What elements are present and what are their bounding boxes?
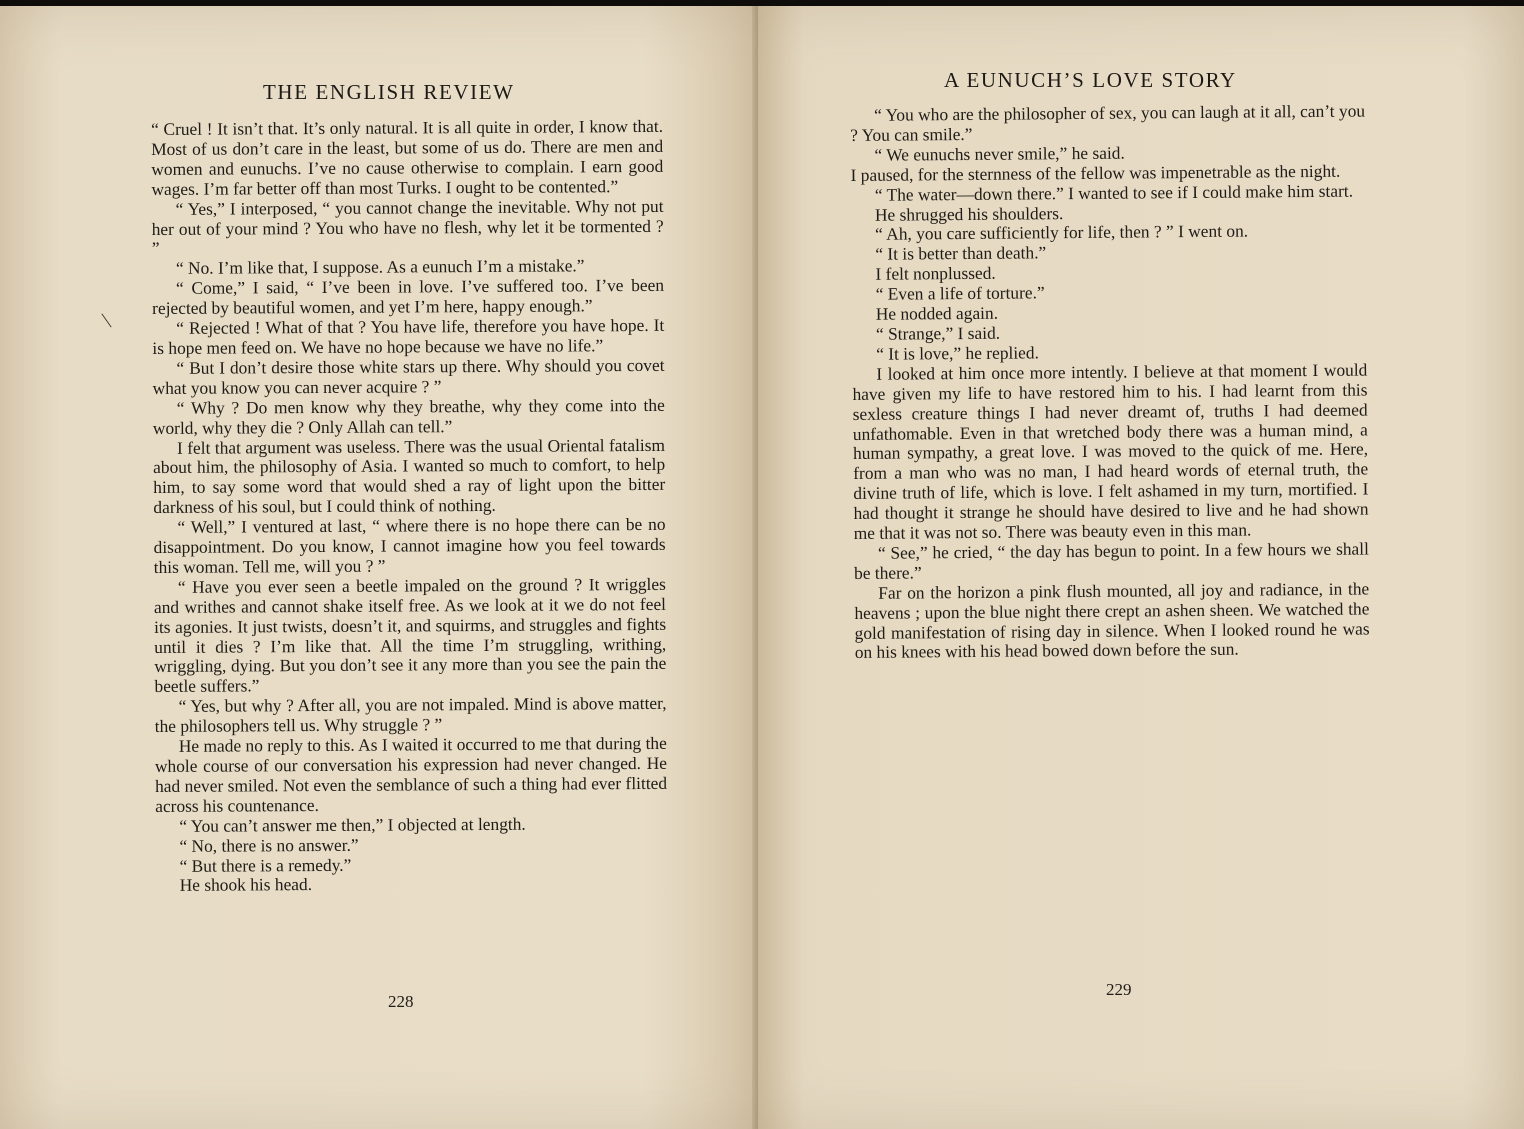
paragraph: “ But I don’t desire those white stars up there. Why should you covet what you know you can never acquire ? ” bbox=[152, 354, 665, 398]
paragraph: “ Yes,” I interposed, “ you cannot change the inevitable. Why not put her out of your mind ? You who have no flesh, why let it be tormented ? ” bbox=[151, 195, 664, 259]
paragraph: He nodded again. bbox=[875, 302, 999, 324]
page-body bbox=[151, 117, 668, 896]
paragraph: “ Come,” I said, “ I’ve been in love. I’ve suffered too. I’ve been rejected by beautiful women, and yet I’m here, happy enough.” bbox=[152, 275, 665, 319]
left-page bbox=[0, 6, 758, 1129]
paragraph: I felt that argument was useless. There was the usual Oriental fatalism about him, the philosophy of Asia. I wanted so much to comfort, to help him, to say some word that would shed a ray of light upon the bitter darkness of his soul, but I could think of nothing. bbox=[153, 434, 666, 518]
paragraph: “ Yes, but why ? After all, you are not impaled. Mind is above matter, the philosophers tell us. Why struggle ? ” bbox=[154, 693, 667, 737]
running-head: A EUNUCH’S LOVE STORY bbox=[944, 68, 1237, 92]
paragraph: Far on the horizon a pink flush mounted, all joy and radiance, in the heavens ; upon the blue night there crept an ashen sheen. We watched the gold manifestation of rising day in silence. When I looked round he was on his knees with his head bowed down before the sun. bbox=[854, 578, 1370, 663]
paragraph: “ You can’t answer me then,” I objected at length. bbox=[179, 813, 526, 836]
paragraph: “ It is love,” he replied. bbox=[876, 342, 1039, 364]
paragraph: “ We eunuchs never smile,” he said. bbox=[874, 142, 1125, 165]
right-page bbox=[758, 6, 1524, 1129]
paragraph: “ Have you ever seen a beetle impaled on the ground ? It wriggles and writhes and cannot shake itself free. As we look at it we do not feel its agonies. It just twists, doesn’t it, and squirms, and struggles and fights until it dies ? I’m like that. All the time I’m struggling, writhing, wriggling, dying. But you don’t see it any more than you see the pain the beetle suffers.” bbox=[153, 573, 667, 697]
paragraph: He shook his head. bbox=[179, 874, 313, 896]
paragraph: “ But there is a remedy.” bbox=[179, 854, 352, 876]
paragraph: “ See,” he cried, “ the day has begun to point. In a few hours we shall be there.” bbox=[853, 538, 1369, 583]
paragraph: “ Why ? Do men know why they breathe, why they come into the world, why they die ? Only Allah can tell.” bbox=[152, 394, 665, 438]
paragraph: “ Even a life of torture.” bbox=[875, 282, 1045, 304]
paragraph: “ No, there is no answer.” bbox=[179, 834, 359, 856]
paragraph: “ The water—down there.” I wanted to see if I could make him start. bbox=[874, 180, 1354, 205]
page-body bbox=[850, 102, 1370, 664]
paragraph: “ Cruel ! It isn’t that. It’s only natural. It is all quite in order, I know that. Most of us don’t care in the least, but some of us do. There are men and women and eunuchs. I’ve no cause otherwise to complain. I earn good wages. I’m far better off than most Turks. I ought to be contented.” bbox=[150, 115, 664, 199]
paragraph: “ You who are the philosopher of sex, you can laugh at it all, can’t you ? You can smile.” bbox=[850, 100, 1366, 145]
paragraph: “ Strange,” I said. bbox=[875, 322, 1001, 344]
paragraph: “ Rejected ! What of that ? You have life, therefore you have hope. It is hope men feed on. We have no hope because we have no life.” bbox=[152, 314, 665, 358]
paragraph: “ Ah, you care sufficiently for life, then ? ” I went on. bbox=[875, 220, 1249, 245]
paragraph: I looked at him once more intently. I believe at that moment I would have given my life to have restored him to his. I had learnt from this sexless creature things I had never dreamt of, truths I had deemed unfathomable. Even in that wretched body there was a human mind, a human sympathy, a great love. I was moved to the quick of me. Here, from a man who was no man, I had heard words of eternal truth, the divine truth of life, which is love. I felt ashamed in my turn, mortified. I had thought it strange he should have desired to live and he had shown me that it was not so. There was beauty even in this man. bbox=[852, 359, 1369, 544]
running-head: THE ENGLISH REVIEW bbox=[263, 80, 515, 104]
paragraph: “ No. I’m like that, I suppose. As a eunuch I’m a mistake.” bbox=[175, 255, 585, 279]
page-number: 228 bbox=[388, 992, 414, 1011]
paragraph: He shrugged his shoulders. bbox=[874, 202, 1064, 225]
paragraph: “ Well,” I ventured at last, “ where there is no hope there can be no disappointment. Do you know, I cannot imagine how you feel towards this woman. Tell me, will you ? ” bbox=[153, 513, 666, 577]
paragraph: He made no reply to this. As I waited it occurred to me that during the whole course of our conversation his expression had never changed. He had never smiled. Not even the semblance of such a thing had ever flitted across his countenance. bbox=[154, 732, 668, 816]
pencil-mark-icon: | bbox=[98, 309, 113, 329]
paragraph: I paused, for the sternness of the fellow was impenetrable as the night. bbox=[850, 160, 1341, 185]
paragraph: “ It is better than death.” bbox=[875, 242, 1047, 265]
page-number: 229 bbox=[1106, 980, 1132, 999]
paragraph: I felt nonplussed. bbox=[875, 262, 996, 285]
